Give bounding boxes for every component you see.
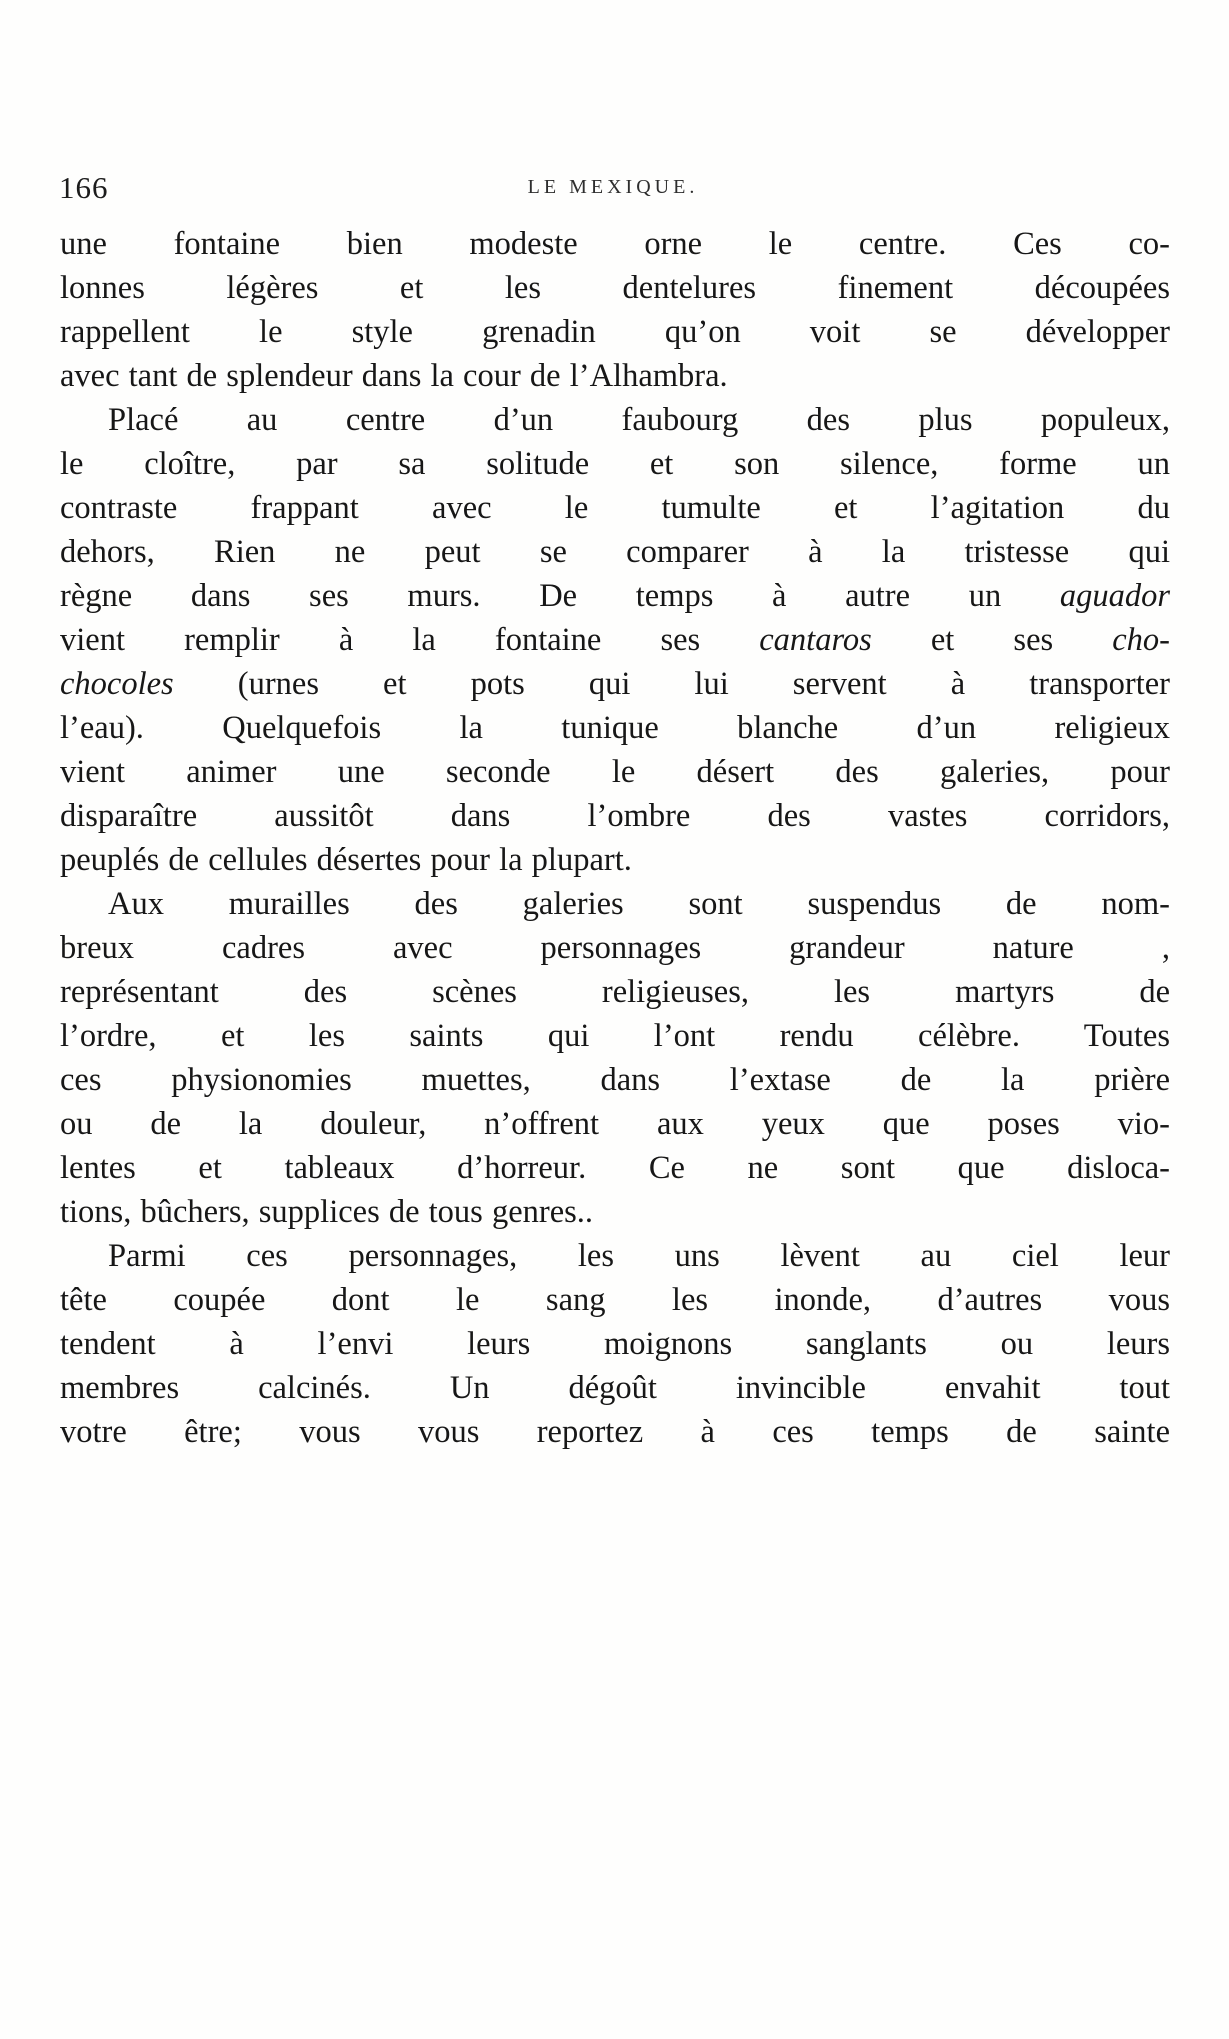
- plain-text: tête coupée dont le sang les inonde, d’autres vous: [60, 1282, 1170, 1318]
- plain-text: l’eau). Quelquefois la tunique blanche d’un religieux: [60, 710, 1170, 746]
- page-number: 166: [59, 170, 109, 205]
- plain-text: une fontaine bien modeste orne le centre. Ces co-: [60, 226, 1170, 262]
- text-line: [60, 706, 1170, 750]
- plain-text: vient animer une seconde le désert des galeries, pour: [60, 754, 1170, 790]
- italic-text: cho-: [1112, 622, 1170, 658]
- italic-text: aguador: [1059, 578, 1170, 614]
- text-line: [60, 970, 1170, 1014]
- plain-text: règne dans ses murs. De temps à autre un: [60, 578, 1060, 614]
- text-line: [60, 222, 1170, 266]
- text-line: [60, 574, 1170, 618]
- text-line: [60, 882, 1170, 926]
- text-line: [60, 442, 1170, 486]
- text-line: [60, 1102, 1170, 1146]
- text-line: [60, 1146, 1170, 1190]
- plain-text: disparaître aussitôt dans l’ombre des vastes corridors,: [60, 798, 1170, 834]
- plain-text: breux cadres avec personnages grandeur nature ,: [60, 930, 1170, 966]
- paragraph: [60, 1234, 1170, 1454]
- text-line: [60, 310, 1170, 354]
- plain-text: ces physionomies muettes, dans l’extase de la prière: [60, 1062, 1170, 1098]
- plain-text: membres calcinés. Un dégoût invincible envahit tout: [60, 1370, 1170, 1406]
- italic-text: chocoles: [60, 666, 174, 702]
- plain-text: votre être; vous vous reportez à ces temps de sainte: [60, 1414, 1170, 1450]
- plain-text: Placé au centre d’un faubourg des plus populeux,: [108, 402, 1170, 438]
- text-line: [60, 662, 1170, 706]
- plain-text: avec tant de splendeur dans la cour de l’Alhambra.: [60, 358, 728, 394]
- text-line: [60, 1278, 1170, 1322]
- text-line: [60, 1014, 1170, 1058]
- text-line: [60, 750, 1170, 794]
- plain-text: tions, bûchers, supplices de tous genres..: [60, 1194, 594, 1230]
- italic-text: cantaros: [759, 622, 872, 658]
- text-line: [60, 1058, 1170, 1102]
- text-line: [60, 1190, 1170, 1234]
- plain-text: Parmi ces personnages, les uns lèvent au ciel leur: [108, 1238, 1170, 1274]
- plain-text: tendent à l’envi leurs moignons sanglants ou leurs: [60, 1326, 1170, 1362]
- plain-text: ou de la douleur, n’offrent aux yeux que poses vio-: [60, 1106, 1170, 1142]
- text-line: [60, 794, 1170, 838]
- plain-text: Aux murailles des galeries sont suspendus de nom-: [108, 886, 1170, 922]
- text-line: [60, 1322, 1170, 1366]
- text-line: [60, 926, 1170, 970]
- plain-text: le cloître, par sa solitude et son silence, forme un: [60, 446, 1170, 482]
- text-line: [60, 530, 1170, 574]
- text-line: [60, 486, 1170, 530]
- plain-text: contraste frappant avec le tumulte et l’agitation du: [60, 490, 1170, 526]
- paragraph: [60, 882, 1170, 1234]
- text-line: [60, 838, 1170, 882]
- plain-text: lentes et tableaux d’horreur. Ce ne sont que disloca-: [60, 1150, 1170, 1186]
- text-line: [60, 618, 1170, 662]
- text-line: [60, 1366, 1170, 1410]
- paragraph: [60, 398, 1170, 882]
- text-line: [60, 354, 1170, 398]
- text-line: [60, 266, 1170, 310]
- plain-text: vient remplir à la fontaine ses: [60, 622, 760, 658]
- plain-text: peuplés de cellules désertes pour la plupart.: [60, 842, 632, 878]
- plain-text: rappellent le style grenadin qu’on voit se développer: [60, 314, 1170, 350]
- paragraph: [60, 222, 1170, 398]
- plain-text: représentant des scènes religieuses, les martyrs de: [60, 974, 1170, 1010]
- plain-text: lonnes légères et les dentelures finement découpées: [60, 270, 1170, 306]
- text-line: [60, 1410, 1170, 1454]
- text-block: [60, 222, 1170, 1454]
- running-title: LE MEXIQUE.: [527, 176, 699, 198]
- text-line: [60, 1234, 1170, 1278]
- page-header: [59, 170, 1167, 206]
- plain-text: l’ordre, et les saints qui l’ont rendu célèbre. Toutes: [60, 1018, 1170, 1054]
- text-line: [60, 398, 1170, 442]
- plain-text: dehors, Rien ne peut se comparer à la tristesse qui: [60, 534, 1170, 570]
- plain-text: (urnes et pots qui lui servent à transporter: [173, 666, 1170, 702]
- plain-text: et ses: [871, 622, 1113, 658]
